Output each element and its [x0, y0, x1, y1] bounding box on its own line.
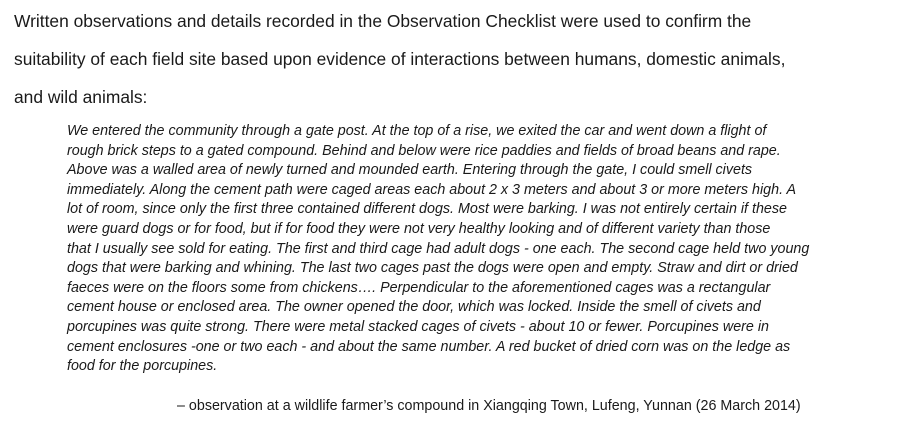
intro-paragraph: [14, 6, 914, 120]
quote-line: lot of room, since only the first three contained different dogs. Most were barking. I was not entirely certain if these: [67, 201, 787, 218]
quote-line: cement enclosures -one or two each - and about the same number. A red bucket of dried corn was on the ledge as: [67, 338, 791, 355]
quote-line: were guard dogs or for food, but if for food they were not very healthy looking and of different variety than those: [67, 220, 771, 237]
quote-line: that I usually see sold for eating. The first and third cage had adult dogs - one each. The second cage held two young: [67, 240, 810, 257]
intro-line: suitability of each field site based upon evidence of interactions between humans, domestic animals,: [14, 49, 786, 69]
quote-line: We entered the community through a gate post. At the top of a rise, we exited the car and went down a flight of: [67, 123, 767, 139]
quote-attribution: – observation at a wildlife farmer’s compound in Xiangqing Town, Lufeng, Yunnan (26 March 2014): [177, 398, 801, 414]
quote-line: dogs that were barking and whining. The last two cages past the dogs were open and empty. Straw and dirt or dried: [67, 260, 798, 277]
quote-line: faeces were on the floors some from chickens…. Perpendicular to the aforementioned cages was a rectangular: [67, 279, 771, 296]
quote-line: rough brick steps to a gated compound. Behind and below were rice paddies and fields of broad beans and rape.: [67, 142, 781, 159]
intro-line: and wild animals:: [14, 87, 148, 107]
quote-line: Above was a walled area of newly turned and mounded earth. Entering through the gate, I could smell civets: [67, 162, 753, 179]
intro-line: Written observations and details recorded in the Observation Checklist were used to confirm the: [14, 11, 752, 31]
quote-line: food for the porcupines.: [67, 358, 218, 375]
quote-line: cement house or enclosed area. The owner opened the door, which was locked. Inside the smell of civets and: [67, 299, 761, 316]
quote-line: immediately. Along the cement path were caged areas each about 2 x 3 meters and about 3 or more meters high. A: [67, 181, 797, 198]
quote-line: porcupines was quite strong. There were metal stacked cages of civets - about 10 or fewer. Porcupines were in: [67, 318, 769, 335]
block-quote: [67, 122, 907, 377]
